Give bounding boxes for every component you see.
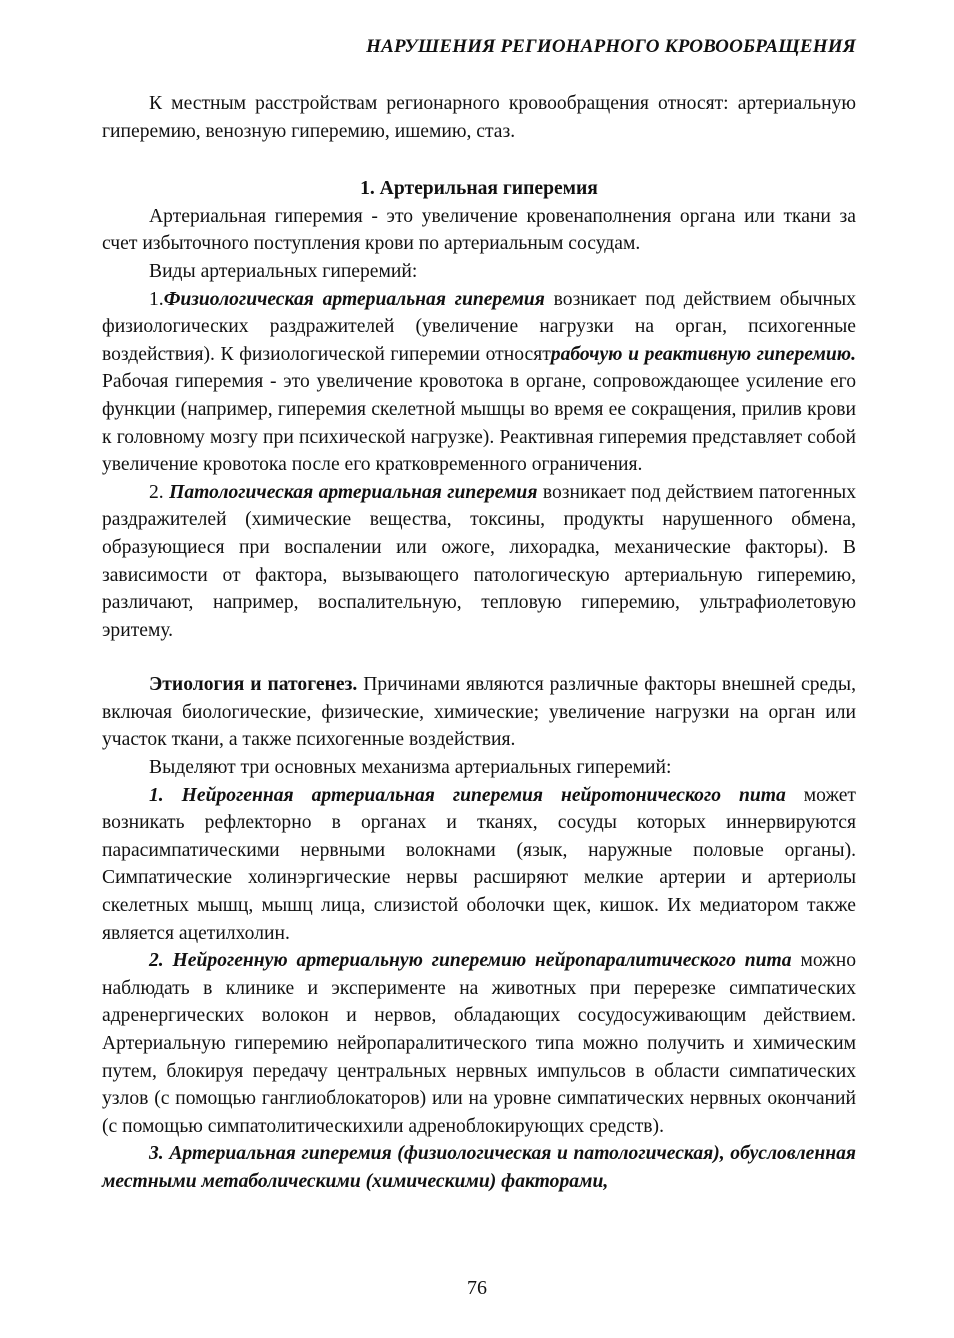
intro-paragraph: К местным расстройствам регионарного кровообращения относят: артериальную гиперемию, венозную гиперемию, ишемию, стаз. <box>102 93 856 142</box>
spacer <box>102 644 856 671</box>
running-title: НАРУШЕНИЯ РЕГИОНАРНОГО КРОВООБРАЩЕНИЯ <box>366 36 856 57</box>
types-intro: Виды артериальных гиперемий: <box>149 260 418 282</box>
type1-term: Физиологическая артериальная гиперемия <box>163 288 545 310</box>
etiology-paragraph <box>102 671 856 754</box>
type2-term: Патологическая артериальная гиперемия <box>169 481 538 503</box>
type1-text-a: возникает под действием обычных физиологических раздражителей (увеличение нагрузки на орган, психогенные воздействия). К физиологической гиперемии относят <box>102 288 856 365</box>
mechanisms-intro: Выделяют три основных механизма артериальных гиперемий: <box>149 757 672 779</box>
type2-text: возникает под действием патогенных раздражителей (химические вещества, токсины, продукты нарушенного обмена, образующиеся при воспалении или ожоге, лихорадка, механические факторы). В зависимости от фактора, вызывающего патологическую артериальную гиперемию, различают, например, воспалительную, тепловую гиперемию, ультрафиолетовую эритему. <box>102 481 857 641</box>
mechanism1-paragraph <box>102 782 856 948</box>
etiology-text: Причинами являются различные факторы внешней среды, включая биологические, физические, химические; увеличение нагрузки на орган или участок ткани, а также психогенные воздействия. <box>102 674 856 751</box>
section-heading: 1. Артерильная гиперемия <box>360 178 598 200</box>
etiology-lead: Этиология и патогенез. <box>149 674 358 696</box>
type2-number: 2. <box>149 481 170 503</box>
definition-paragraph: Артериальная гиперемия - это увеличение кровенаполнения органа или ткани за счет избыточного поступления крови по артериальным сосудам. <box>102 205 856 255</box>
page-body <box>102 90 856 1196</box>
type2-paragraph <box>102 479 856 645</box>
mechanism3-paragraph <box>102 1140 856 1195</box>
mechanism2-term: 2. Нейрогенную артериальную гиперемию нейропаралитического пита <box>149 950 792 972</box>
type1-term2: рабочую и реактивную гиперемию. <box>550 343 856 365</box>
type1-text-b: Рабочая гиперемия - это увеличение кровотока в органе, сопровождающее усиление его функции (например, гиперемия скелетной мышцы во время ее сокращения, прилив крови к головному мозгу при психической нагрузке). Реактивная гиперемия представляет собой увеличение кровотока после его кратковременного ограничения. <box>102 371 856 476</box>
type1-number: 1. <box>149 288 164 310</box>
page-number: 76 <box>467 1277 487 1299</box>
mechanism1-text: может возникать рефлекторно в органах и тканях, сосуды которых иннервируются парасимпатическими нервными волокнами (язык, наружные половые органы). Симпатические холинэргические нервы расширяют мелкие артерии и артериолы скелетных мышц, мышц лица, слизистой оболочки щек, кишок. Их медиатором также является ацетилхолин. <box>102 784 856 944</box>
mechanism2-paragraph <box>102 947 856 1140</box>
mechanism2-text: можно наблюдать в клинике и эксперименте на животных при перерезке симпатических адренергических волокон и нервов, обладающих сосудосуживающим действием. Артериальную гиперемию нейропаралитического типа можно получить и химическим путем, блокируя передачу центральных нервных импульсов в области симпатических узлов (с помощью ганглиоблокаторов) или на уровне симпатических нервных окончаний (с помощью симпатолитическихили адреноблокирующих средств). <box>102 950 856 1137</box>
spacer <box>102 145 856 175</box>
mechanism1-term: 1. Нейрогенная артериальная гиперемия нейротонического пита <box>149 784 786 806</box>
type1-paragraph <box>102 286 856 479</box>
mechanism3-term: 3. Артериальная гиперемия (физиологическая и патологическая), обусловленная местными метаболическими (химическими) факторами, <box>102 1143 856 1192</box>
